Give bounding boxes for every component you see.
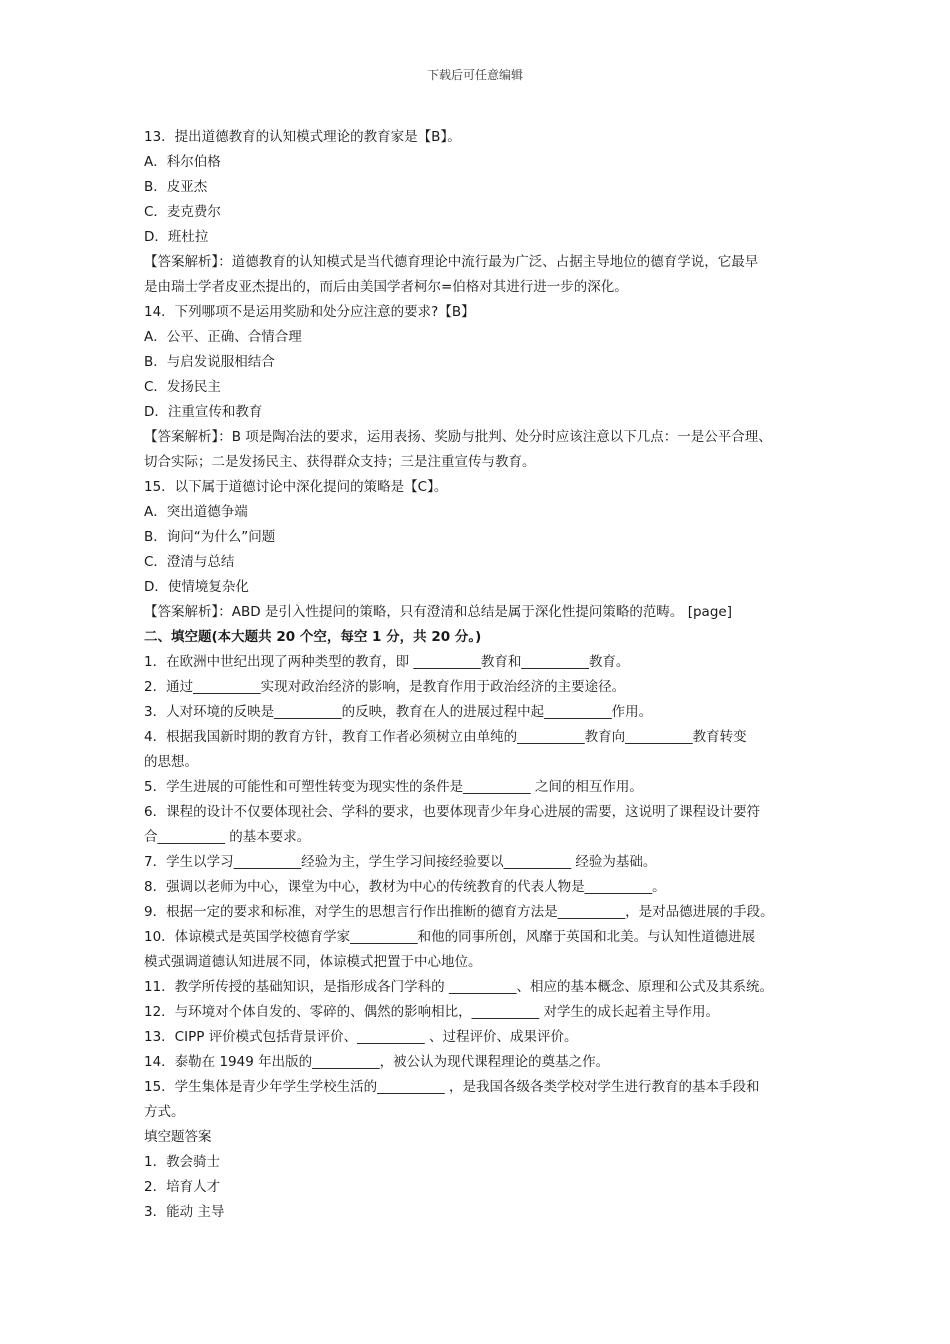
fill-blank-question: 10．体谅模式是英国学校德育学家__________和他的同事所创，风靡于英国和北美。与认知性道德进展: [144, 929, 756, 945]
option-a: A．突出道德争端: [144, 504, 248, 520]
fill-blank-question: 9．根据一定的要求和标准，对学生的思想言行作出推断的德育方法是__________，是对品德进展的手段。: [144, 904, 774, 920]
option-d: D．班杜拉: [144, 229, 209, 245]
fill-blank-question: 14．泰勒在 1949 年出版的__________，被公认为现代课程理论的奠基之作。: [144, 1054, 610, 1070]
option-d: D．使情境复杂化: [144, 579, 249, 595]
fill-blank-question: 15．学生集体是青少年学生学校生活的__________ ，是我国各级各类学校对学生进行教育的基本手段和: [144, 1079, 760, 1095]
option-c: C．澄清与总结: [144, 554, 235, 570]
option-d: D．注重宣传和教育: [144, 404, 263, 420]
option-c: C．麦克费尔: [144, 204, 221, 220]
answer-item: 2．培育人才: [144, 1179, 221, 1195]
fill-blank-question: 7．学生以学习__________经验为主，学生学习间接经验要以__________ 经验为基础。: [144, 854, 657, 870]
page-header: 下载后可任意编辑: [426, 68, 523, 82]
answer-explanation: 【答案解析】：道德教育的认知模式是当代德育理论中流行最为广泛、占据主导地位的德育学说，它最早: [144, 254, 759, 270]
question-14-stem: 14．下列哪项不是运用奖励和处分应注意的要求?【B】: [144, 304, 475, 320]
fill-blank-question-cont: 模式强调道德认知进展不同，体谅模式把置于中心地位。: [144, 954, 482, 970]
answer-explanation-cont: 是由瑞士学者皮亚杰提出的，而后由美国学者柯尔=伯格对其进行进一步的深化。: [144, 279, 628, 295]
fill-blank-question: 11．教学所传授的基础知识，是指形成各门学科的 __________、相应的基本概念、原理和公式及其系统。: [144, 979, 773, 995]
fill-blank-question-cont: 方式。: [144, 1104, 185, 1120]
answer-explanation-cont: 切合实际；二是发扬民主、获得群众支持；三是注重宣传与教育。: [144, 454, 536, 470]
option-b: B．与启发说服相结合: [144, 354, 275, 370]
answer-item: 3．能动 主导: [144, 1204, 225, 1220]
document-body: [144, 125, 824, 1225]
section-heading: 二、填空题(本大题共 20 个空，每空 1 分，共 20 分。): [144, 629, 482, 645]
answer-explanation: 【答案解析】：B 项是陶冶法的要求，运用表扬、奖励与批判、处分时应该注意以下几点：一是公平合理、: [144, 429, 772, 445]
fill-blank-question: 2．通过__________实现对政治经济的影响，是教育作用于政治经济的主要途径。: [144, 679, 626, 695]
answers-heading: 填空题答案: [144, 1129, 212, 1145]
option-b: B．皮亚杰: [144, 179, 208, 195]
fill-blank-question: 12．与环境对个体自发的、零碎的、偶然的影响相比，__________ 对学生的成长起着主导作用。: [144, 1004, 719, 1020]
question-15-stem: 15．以下属于道德讨论中深化提问的策略是【C】。: [144, 479, 448, 495]
fill-blank-question-cont: 合__________ 的基本要求。: [144, 829, 311, 845]
question-13-stem: 13．提出道德教育的认知模式理论的教育家是【B】。: [144, 129, 461, 145]
fill-blank-question-cont: 的思想。: [144, 754, 198, 770]
option-a: A．公平、正确、合情合理: [144, 329, 302, 345]
answer-explanation: 【答案解析】：ABD 是引入性提问的策略，只有澄清和总结是属于深化性提问策略的范畴。 [page]: [144, 604, 732, 620]
answer-item: 1．教会骑士: [144, 1154, 221, 1170]
option-c: C．发扬民主: [144, 379, 221, 395]
fill-blank-question: 13．CIPP 评价模式包括背景评价、__________ 、过程评价、成果评价。: [144, 1029, 578, 1045]
fill-blank-question: 8．强调以老师为中心，课堂为中心，教材为中心的传统教育的代表人物是__________。: [144, 879, 666, 895]
option-b: B．询问“为什么”问题: [144, 529, 276, 545]
fill-blank-question: 4．根据我国新时期的教育方针，教育工作者必须树立由单纯的__________教育向__________教育转变: [144, 729, 747, 745]
fill-blank-question: 3．人对环境的反映是__________的反映，教育在人的进展过程中起__________作用。: [144, 704, 653, 720]
fill-blank-question: 6．课程的设计不仅要体现社会、学科的要求，也要体现青少年身心进展的需要，这说明了课程设计要符: [144, 804, 761, 820]
option-a: A．科尔伯格: [144, 154, 221, 170]
fill-blank-question: 1．在欧洲中世纪出现了两种类型的教育，即 __________教育和__________教育。: [144, 654, 630, 670]
fill-blank-question: 5．学生进展的可能性和可塑性转变为现实性的条件是__________ 之间的相互作用。: [144, 779, 643, 795]
